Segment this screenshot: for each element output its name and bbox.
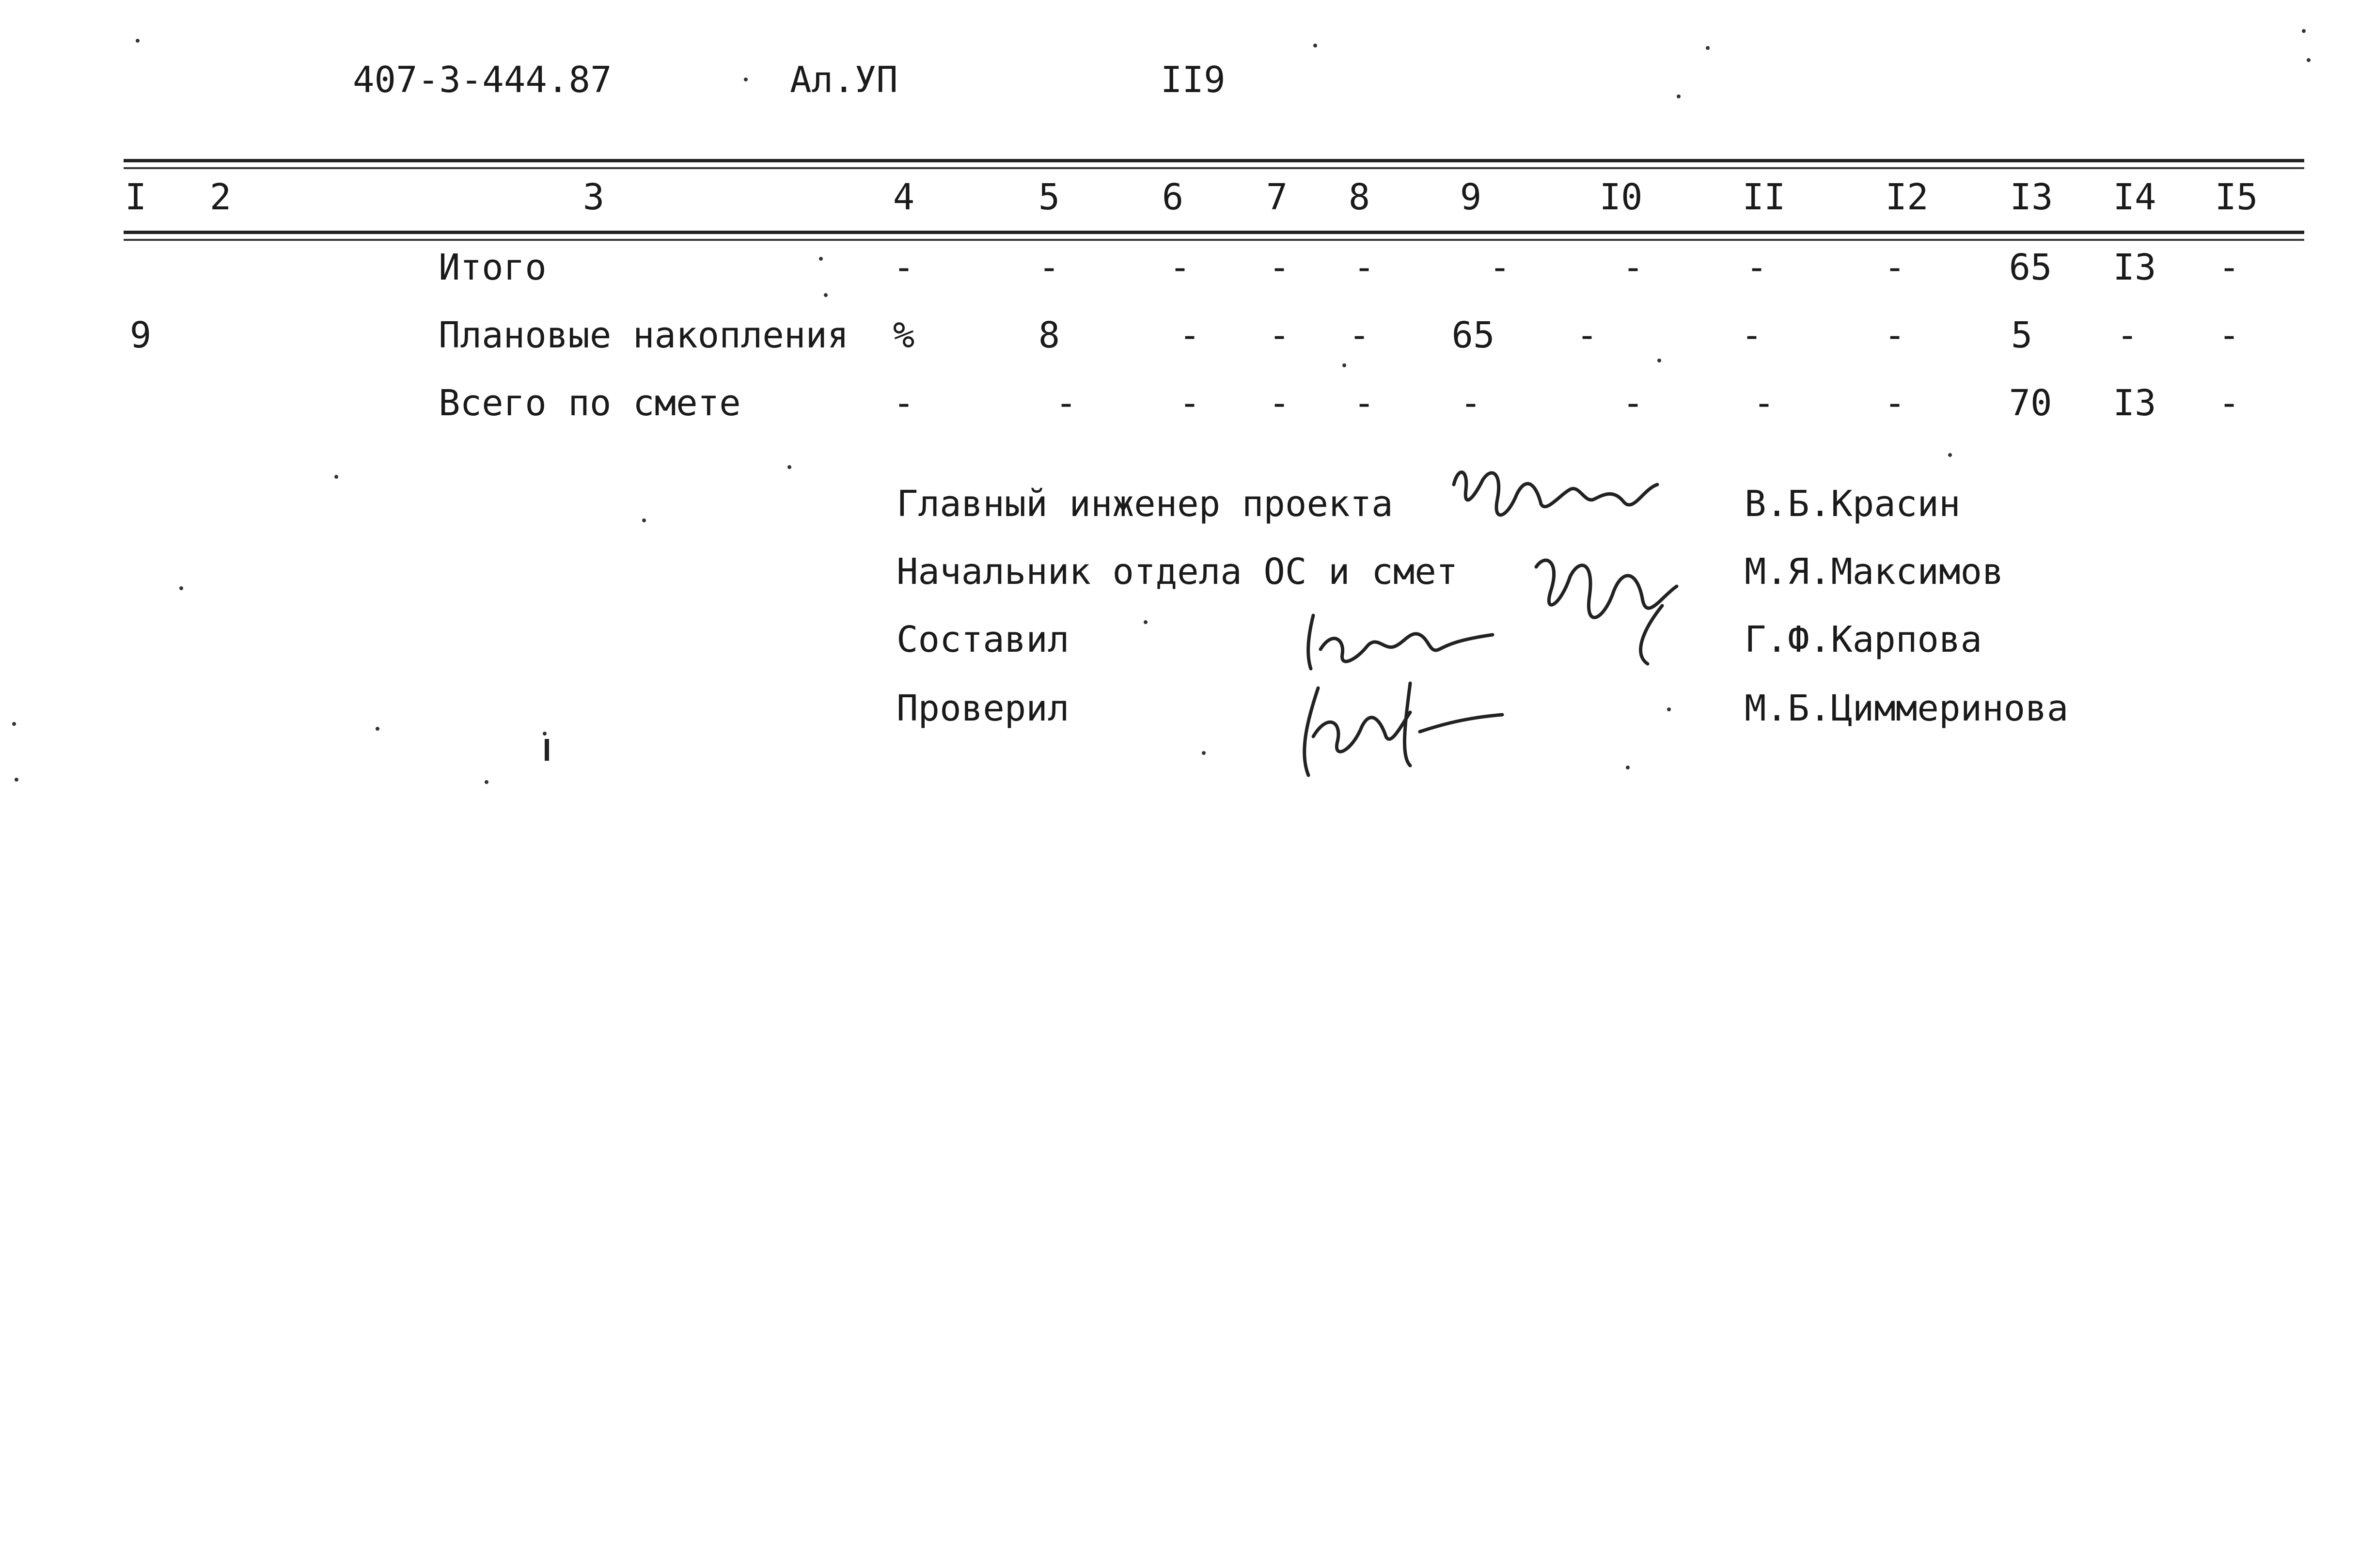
signatory-name: М.Б.Циммеринова — [1745, 688, 2069, 729]
scan-speck — [1144, 620, 1148, 624]
row-number: 9 — [129, 314, 152, 356]
document-code: 407-3-444.87 — [353, 59, 612, 101]
handwritten-signature-icon — [1299, 601, 1502, 678]
table-cell: - — [1884, 247, 1906, 288]
table-cell: - — [1460, 382, 1482, 424]
table-header-rule — [124, 231, 2304, 234]
column-header: I4 — [2113, 176, 2156, 218]
scan-mark — [545, 739, 549, 761]
table-cell: - — [1055, 382, 1077, 424]
scan-speck — [543, 732, 547, 736]
scan-speck — [1667, 707, 1671, 711]
scan-speck — [1342, 363, 1346, 367]
scan-speck — [334, 475, 338, 479]
row-label: Плановые накопления — [439, 314, 849, 356]
signatory-name: В.Б.Красин — [1745, 483, 1961, 525]
scan-speck — [787, 465, 791, 469]
column-header: I3 — [2010, 176, 2053, 218]
signatory-name: Г.Ф.Карпова — [1745, 619, 1982, 660]
row-label: Всего по смете — [439, 382, 741, 424]
album-number: Ал.УП — [790, 59, 898, 101]
handwritten-signature-icon — [1444, 455, 1677, 543]
signatory-role: Составил — [897, 619, 1070, 660]
scan-speck — [2307, 58, 2311, 62]
scan-speck — [1657, 359, 1661, 362]
table-cell: - — [1753, 382, 1775, 424]
scan-speck — [642, 518, 646, 522]
column-header: 9 — [1460, 176, 1482, 218]
column-header: 4 — [893, 176, 915, 218]
column-header: I — [125, 176, 147, 218]
column-header: I2 — [1885, 176, 1929, 218]
handwritten-signature-icon — [1289, 669, 1512, 785]
column-header: II — [1742, 176, 1786, 218]
scan-speck — [136, 39, 140, 43]
table-cell: 65 — [2009, 247, 2052, 288]
column-header: 2 — [209, 176, 232, 218]
scan-speck — [179, 586, 183, 590]
table-top-rule-inner — [124, 167, 2304, 169]
scan-speck — [1706, 46, 1710, 50]
table-cell: - — [1179, 314, 1201, 356]
table-cell: - — [893, 247, 915, 288]
table-cell: - — [1576, 314, 1598, 356]
table-cell: - — [1353, 382, 1375, 424]
scan-speck — [1202, 751, 1206, 755]
table-cell: - — [1038, 247, 1060, 288]
table-cell: - — [2218, 382, 2240, 424]
table-header-rule-inner — [124, 239, 2304, 241]
table-cell: - — [1268, 247, 1290, 288]
table-cell: - — [1268, 382, 1290, 424]
scan-speck — [15, 778, 18, 782]
table-cell: - — [2218, 314, 2240, 356]
column-header: 3 — [582, 176, 605, 218]
scan-speck — [824, 293, 828, 297]
column-header: 5 — [1038, 176, 1060, 218]
table-cell: - — [1268, 314, 1290, 356]
table-cell: - — [1353, 247, 1375, 288]
table-cell: 5 — [2011, 314, 2033, 356]
table-cell: - — [2116, 314, 2139, 356]
table-cell: - — [893, 382, 915, 424]
scan-speck — [1626, 766, 1630, 769]
table-cell: - — [1884, 382, 1906, 424]
table-cell: - — [1348, 314, 1370, 356]
table-cell: - — [2218, 247, 2240, 288]
table-cell: - — [1489, 247, 1511, 288]
table-top-rule — [124, 159, 2304, 162]
column-header: I5 — [2215, 176, 2258, 218]
signatory-role: Начальник отдела ОС и смет — [897, 551, 1458, 593]
table-cell: - — [1746, 247, 1768, 288]
scan-speck — [1948, 453, 1952, 457]
table-cell: 65 — [1451, 314, 1495, 356]
signatory-name: М.Я.Максимов — [1745, 551, 2004, 593]
table-cell: 8 — [1038, 314, 1060, 356]
table-cell: - — [1741, 314, 1763, 356]
table-cell: - — [1622, 247, 1644, 288]
scan-speck — [376, 727, 379, 731]
scan-speck — [2302, 29, 2306, 33]
column-header: 7 — [1266, 176, 1288, 218]
page-number: II9 — [1161, 59, 1226, 101]
row-label: Итого — [439, 247, 547, 288]
table-cell: - — [1622, 382, 1644, 424]
table-cell: - — [1179, 382, 1201, 424]
column-header: I0 — [1599, 176, 1643, 218]
column-header: 6 — [1162, 176, 1184, 218]
table-cell: % — [893, 314, 915, 356]
table-cell: - — [1169, 247, 1191, 288]
scan-speck — [12, 722, 16, 726]
table-cell: I3 — [2113, 247, 2156, 288]
handwritten-signature-icon — [1517, 548, 1711, 674]
signatory-role: Проверил — [897, 688, 1070, 729]
scan-speck — [1313, 44, 1317, 47]
scan-speck — [819, 257, 823, 261]
table-cell: I3 — [2113, 382, 2156, 424]
column-header: 8 — [1348, 176, 1370, 218]
signatory-role: Главный инженер проекта — [897, 483, 1393, 525]
scan-speck — [744, 78, 748, 81]
table-cell: - — [1884, 314, 1906, 356]
scan-speck — [1677, 94, 1681, 98]
scan-speck — [485, 780, 488, 784]
table-cell: 70 — [2009, 382, 2052, 424]
